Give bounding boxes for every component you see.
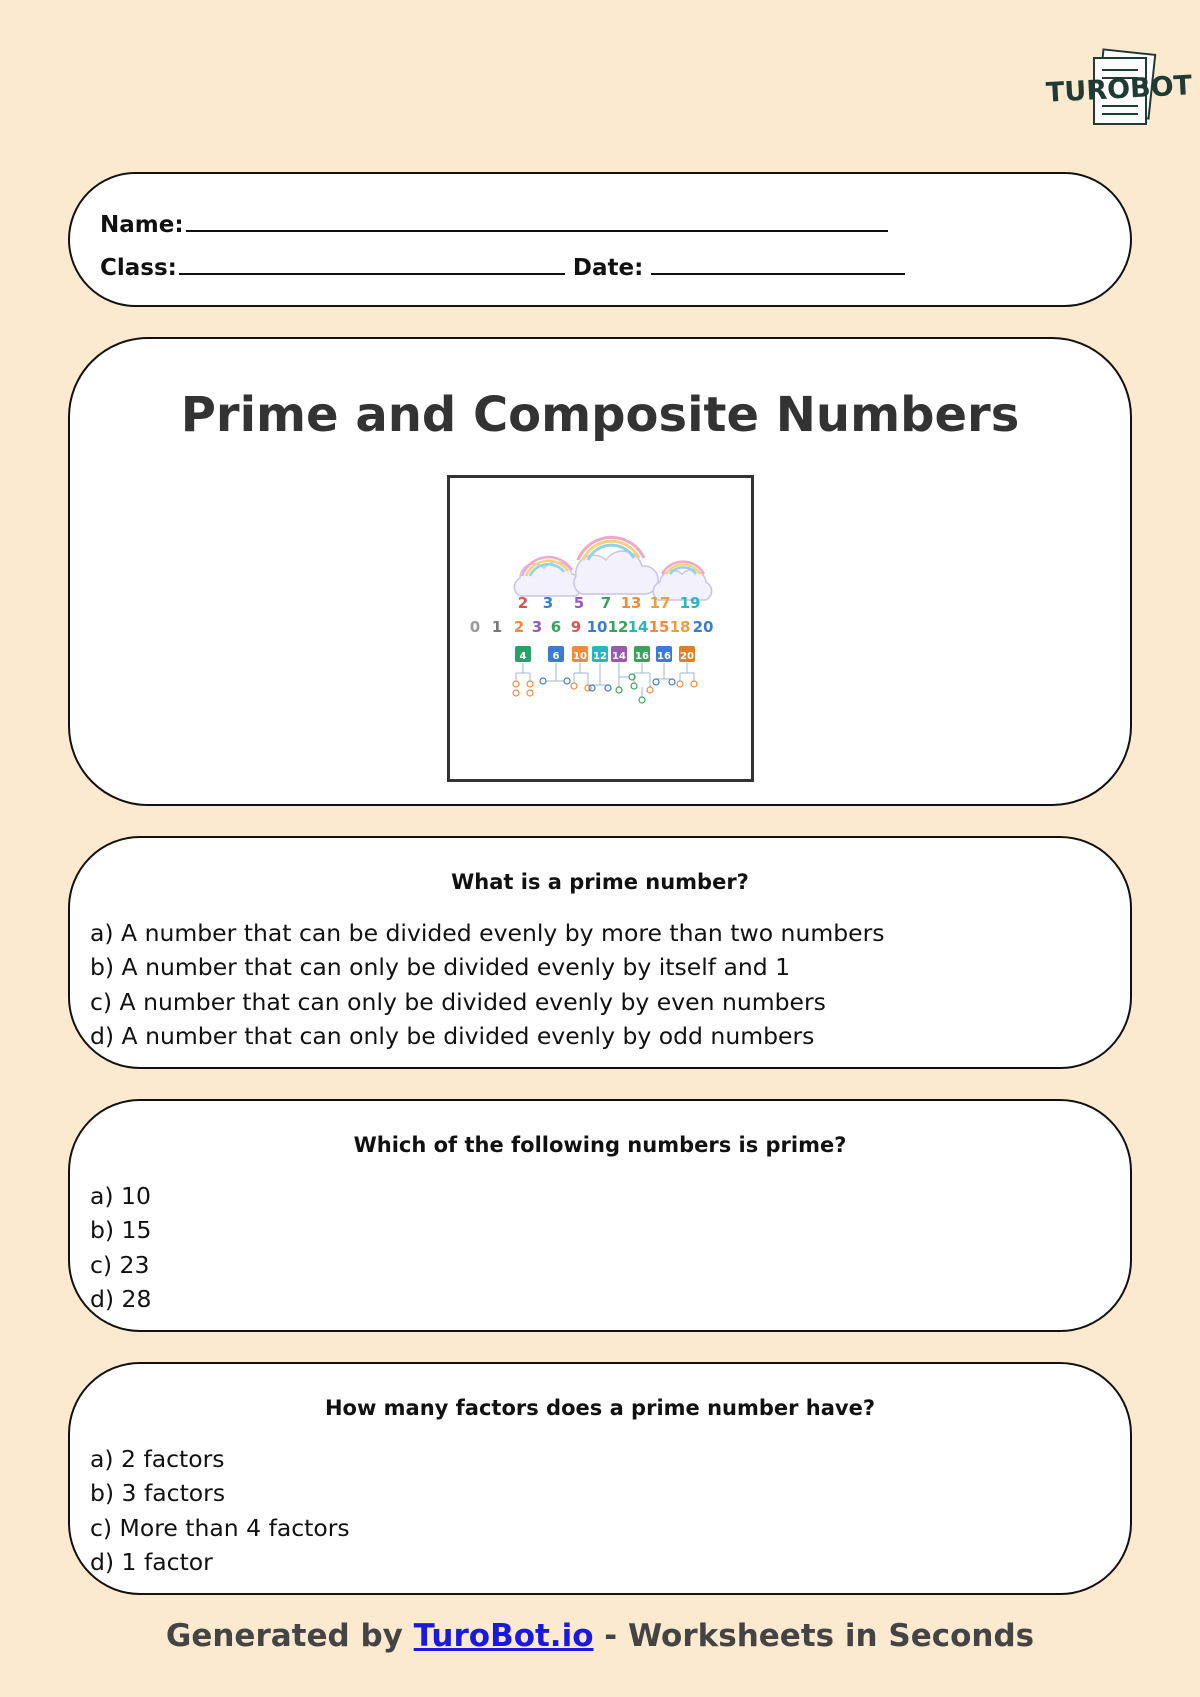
option-a[interactable]: a) 2 factors	[90, 1445, 225, 1473]
number-label: 13	[620, 594, 642, 612]
question-text: Which of the following numbers is prime?	[353, 1133, 847, 1157]
number-label: 10	[586, 618, 608, 636]
number-label: 16	[635, 651, 649, 662]
number-label: 9	[570, 618, 582, 636]
worksheet-title: Prime and Composite Numbers	[180, 387, 1020, 443]
number-label: 7	[600, 594, 612, 612]
middle-number-row	[470, 618, 714, 636]
factor-tree-nodes	[513, 674, 697, 703]
number-label: 14	[627, 618, 649, 636]
question-text: What is a prime number?	[451, 870, 749, 894]
question-text: How many factors does a prime number have?	[324, 1396, 876, 1420]
student-info-card	[68, 172, 1132, 307]
option-c[interactable]: c) 23	[90, 1250, 150, 1279]
title-card	[68, 337, 1132, 806]
footer	[0, 1618, 1200, 1654]
rainbow-cloud-icon	[574, 537, 658, 594]
answer-options	[90, 916, 885, 1053]
number-label: 17	[649, 594, 671, 612]
number-label: 3	[531, 618, 543, 636]
number-label: 12	[607, 618, 629, 636]
date-field[interactable]	[651, 272, 905, 275]
option-a[interactable]: a) A number that can be divided evenly by more than two numbers	[90, 919, 885, 947]
numbers-clouds-illustration	[450, 478, 751, 779]
number-label: 15	[648, 618, 670, 636]
answer-options	[90, 1179, 151, 1316]
logo-wordmark: TUROBOT	[1045, 70, 1193, 109]
number-label: 4	[519, 651, 527, 662]
question-card-1	[68, 836, 1132, 1069]
option-b[interactable]: b) A number that can only be divided evenly by itself and 1	[90, 953, 791, 982]
class-field[interactable]	[179, 272, 565, 275]
class-label: Class:	[100, 255, 177, 281]
number-label: 18	[669, 618, 691, 636]
date-label: Date:	[572, 255, 644, 281]
option-d[interactable]: d) 28	[90, 1284, 152, 1313]
name-row	[100, 212, 888, 238]
option-b[interactable]: b) 3 factors	[90, 1479, 226, 1508]
footer-prefix: Generated by	[165, 1618, 414, 1654]
option-d[interactable]: d) 1 factor	[90, 1547, 213, 1576]
number-label: 1	[491, 618, 503, 636]
footer-suffix: - Worksheets in Seconds	[593, 1618, 1035, 1654]
name-field[interactable]	[186, 229, 888, 232]
number-label: 2	[513, 618, 525, 636]
number-label: 0	[469, 618, 481, 636]
number-label: 20	[680, 651, 694, 662]
factor-tree-lines	[516, 663, 694, 697]
number-label: 3	[542, 594, 554, 612]
prime-numbers-illustration	[447, 475, 754, 782]
number-label: 6	[552, 651, 560, 662]
option-c[interactable]: c) More than 4 factors	[90, 1513, 350, 1542]
option-c[interactable]: c) A number that can only be divided evenly by even numbers	[90, 987, 826, 1016]
number-label: 14	[612, 651, 626, 662]
number-label: 20	[692, 618, 714, 636]
rainbow-cloud-icon	[514, 557, 581, 596]
turobot-link[interactable]: TuroBot.io	[413, 1618, 594, 1654]
answer-options	[90, 1442, 350, 1579]
question-card-2	[68, 1099, 1132, 1332]
box-number-row	[515, 646, 695, 662]
number-label: 19	[679, 594, 701, 612]
number-label: 12	[593, 651, 607, 662]
number-label: 2	[517, 594, 529, 612]
turobot-logo	[1042, 48, 1193, 138]
question-card-3	[68, 1362, 1132, 1595]
number-label: 5	[573, 594, 585, 612]
number-label: 6	[550, 618, 562, 636]
class-date-row	[100, 255, 905, 281]
option-a[interactable]: a) 10	[90, 1182, 151, 1210]
option-b[interactable]: b) 15	[90, 1216, 152, 1245]
option-d[interactable]: d) A number that can only be divided evenly by odd numbers	[90, 1021, 815, 1050]
name-label: Name:	[100, 212, 184, 238]
number-label: 10	[573, 651, 587, 662]
number-label: 16	[657, 651, 671, 662]
